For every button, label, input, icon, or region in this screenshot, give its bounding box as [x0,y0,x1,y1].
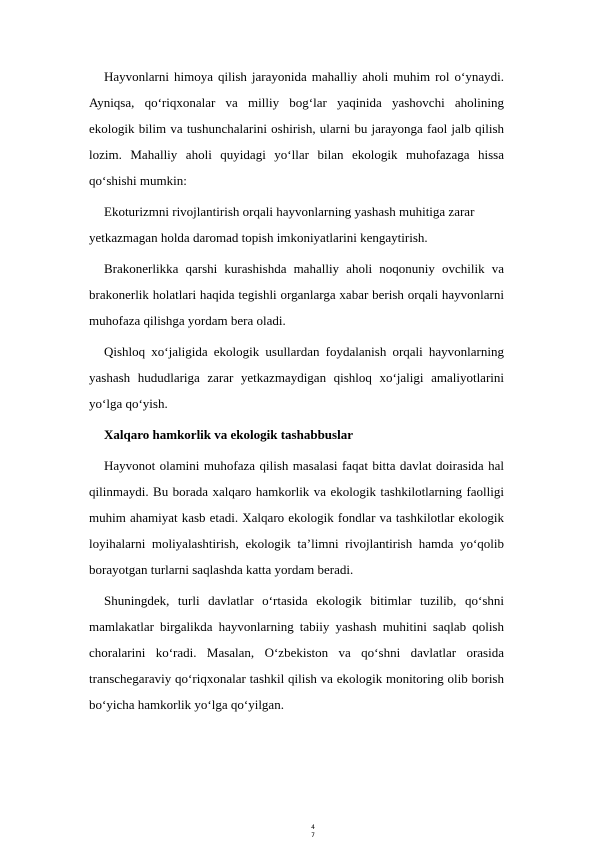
paragraph-agriculture: Qishloq xo‘jaligida ekologik usullardan foydalanish orqali hayvonlarning yashash hududlariga zarar yetkazmaydigan qishloq xo‘jaligi amaliyotlarini yo‘lga qo‘yish. [89,344,504,411]
paragraph-ecotourism: Ekoturizmni rivojlantirish orqali hayvonlarning yashash muhitiga zarar yetkazmagan holda daromad topish imkoniyatlarini kengaytirish. [89,204,475,245]
section-heading: Xalqaro hamkorlik va ekologik tashabbuslar [104,427,353,442]
paragraph-anti-poaching: Brakonerlikka qarshi kurashishda mahalliy aholi noqonuniy ovchilik va brakonerlik holatlari haqida tegishli organlarga xabar berish orqali hayvonlarni muhofaza qilishga yordam bera oladi. [89,261,504,328]
page-number: 47 [311,824,315,839]
paragraph-transboundary-reserves: Shuningdek, turli davlatlar o‘rtasida ekologik bitimlar tuzilib, qo‘shni mamlakatlar birgalikda hayvonlarning tabiiy yashash muhitini saqlab qolish choralarini ko‘radi. Masalan, O‘zbekiston va qo‘shni davlatlar orasida transchegaraviy qo‘riqxonalar tashkil qilish va ekologik monitoring olib borish bo‘yicha hamkorlik yo‘lga qo‘yilgan. [89,593,504,712]
document-body [89,64,504,723]
paragraph-local-population-role: Hayvonlarni himoya qilish jarayonida mahalliy aholi muhim rol o‘ynaydi. Ayniqsa, qo‘riqxonalar va milliy bog‘lar yaqinida yashovchi aholining ekologik bilim va tushunchalarini oshirish, ularni bu jarayonga faol jalb qilish lozim. Mahalliy aholi quyidagi yo‘llar bilan ekologik muhofazaga hissa qo‘shishi mumkin: [89,69,504,188]
paragraph-international-cooperation: Hayvonot olamini muhofaza qilish masalasi faqat bitta davlat doirasida hal qilinmaydi. Bu borada xalqaro hamkorlik va ekologik tashkilotlarning faolligi muhim ahamiyat kasb etadi. Xalqaro ekologik fondlar va tashkilotlar ekologik loyihalarni moliyalashtirish, ekologik ta’limni rivojlantirish hamda yo‘qolib borayotgan turlarni saqlashda katta yordam beradi. [89,458,504,577]
